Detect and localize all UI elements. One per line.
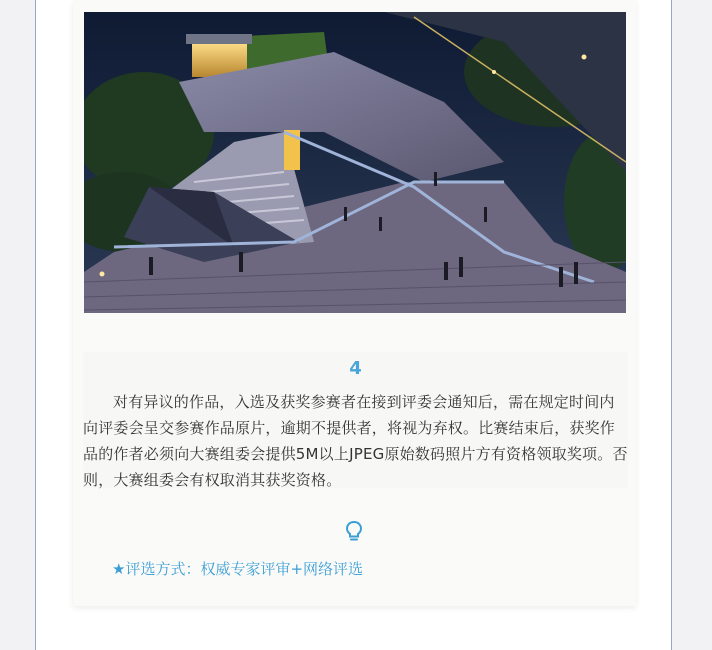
rule-paragraph: 对有异议的作品，入选及获奖参赛者在接到评委会通知后，需在规定时间内向评委会呈交参赛作品原片，逾期不提供者，将视为弃权。比赛结束后，获奖作品的作者必须向大赛组委会提供5M以上JPEG原始数码照片方有资格领取奖项。否则，大赛组委会有权取消其获奖资格。 xyxy=(83,393,628,489)
selection-method: ★评选方式：权威专家评审+网络评选 xyxy=(112,560,364,578)
lightbulb-icon xyxy=(345,520,363,542)
section-number: 4 xyxy=(349,358,362,379)
rule-section xyxy=(83,352,628,488)
architecture-photo xyxy=(84,12,626,313)
